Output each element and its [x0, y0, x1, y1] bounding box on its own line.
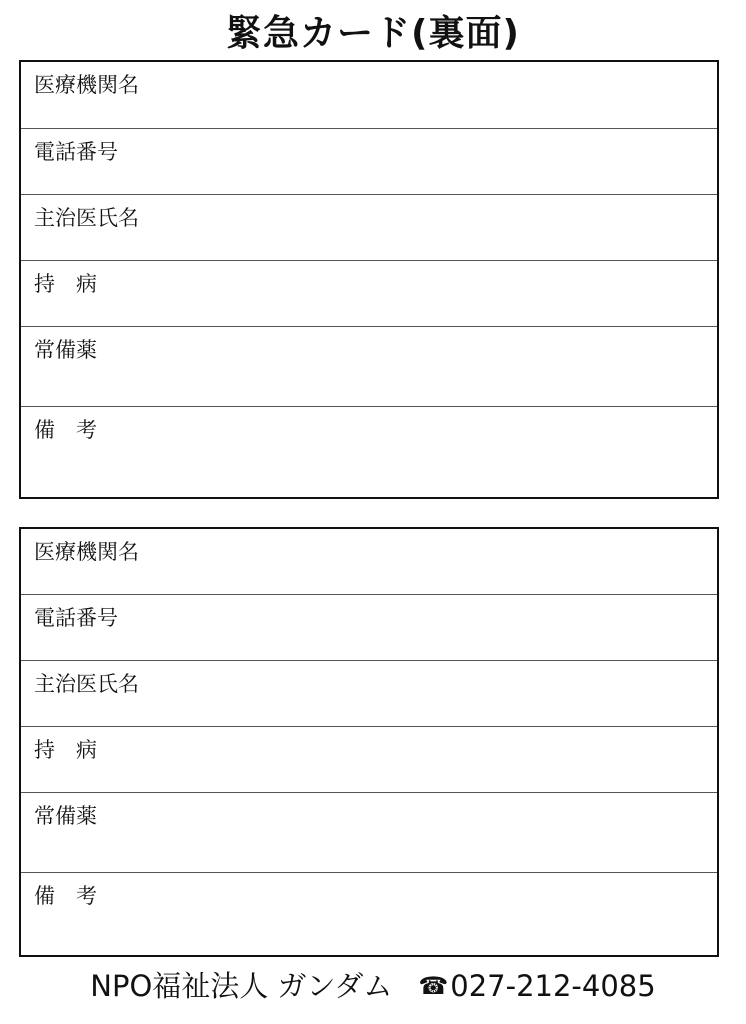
field-remarks[interactable]: 備 考 [34, 418, 97, 442]
footer [0, 968, 746, 1004]
field-chronic-illness[interactable]: 持 病 [21, 261, 717, 327]
field-regular-medication[interactable]: 常備薬 [21, 793, 717, 873]
field-medical-institution[interactable]: 医療機関名 [21, 529, 717, 595]
field-chronic-illness[interactable]: 持 病 [21, 727, 717, 793]
field-phone-number[interactable]: 電話番号 [21, 129, 717, 195]
emergency-card-lower [19, 527, 719, 957]
field-regular-medication[interactable]: 常備薬 [21, 327, 717, 407]
telephone-icon: ☎ [418, 972, 449, 1000]
emergency-card-upper [19, 60, 719, 499]
field-doctor-name[interactable]: 主治医氏名 [21, 661, 717, 727]
organization-name: NPO福祉法人 ガンダム [90, 969, 393, 1003]
field-doctor-name[interactable]: 主治医氏名 [21, 195, 717, 261]
field-medical-institution[interactable]: 医療機関名 [21, 62, 717, 129]
field-phone-number[interactable]: 電話番号 [21, 595, 717, 661]
page-title: 緊急カード(裏面) [226, 13, 520, 54]
phone-number: 027-212-4085 [450, 969, 656, 1003]
field-remarks[interactable]: 備 考 [34, 884, 97, 908]
